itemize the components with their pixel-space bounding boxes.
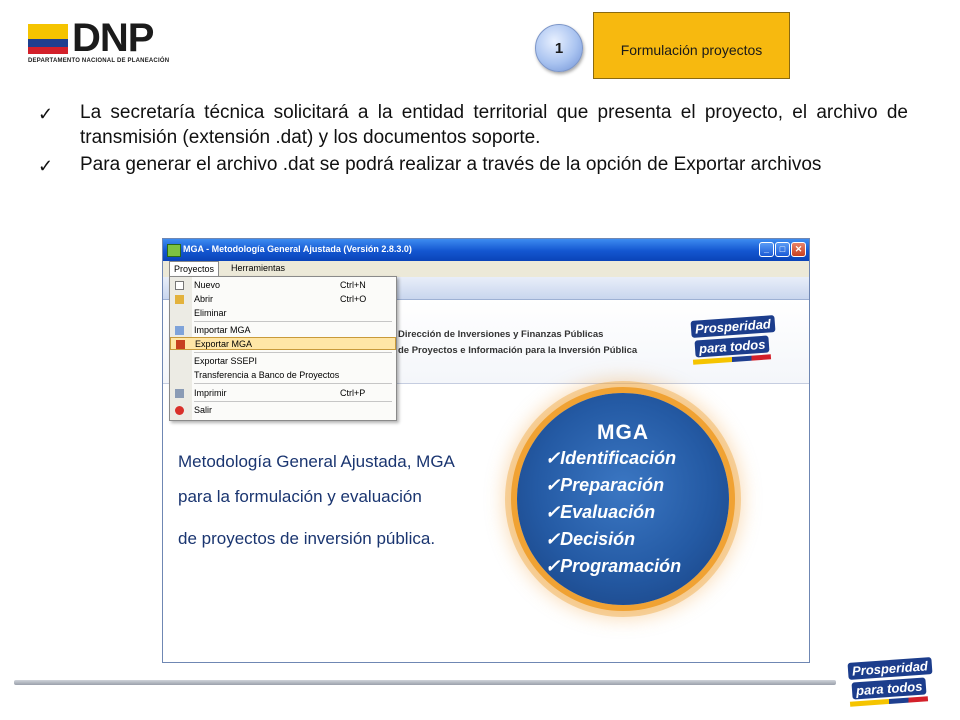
printer-icon [175,389,184,398]
menu-separator [194,383,392,384]
window-title: MGA - Metodología General Ajustada (Versión 2.8.3.0) [183,244,412,254]
menu-item-label: Exportar SSEPI [194,356,258,366]
footer-divider [14,680,836,685]
import-icon [175,326,184,335]
bullet-text: Para generar el archivo .dat se podrá realizar a través de la opción de Exportar archivos [80,154,822,175]
app-icon [167,244,181,257]
bullet-item [38,100,908,150]
menu-item-exportar-ssepi[interactable] [170,355,396,368]
prosperidad-logo [691,318,777,370]
colombia-flag-icon [28,24,68,54]
menu-item-eliminar[interactable] [170,307,396,320]
checkmark-icon: ✓ [38,104,54,124]
menu-item-label: Transferencia a Banco de Proyectos [194,370,340,380]
proyectos-dropdown [169,276,397,421]
menu-proyectos[interactable]: Proyectos [169,261,219,277]
close-button[interactable]: ✕ [791,242,806,257]
menu-item-nuevo[interactable] [170,279,396,292]
mga-item: ✓Decisión [545,529,636,549]
checkmark-icon: ✓ [38,156,54,176]
menu-item-shortcut: Ctrl+O [340,294,367,304]
bullet-list [38,100,908,179]
menu-herramientas[interactable]: Herramientas [231,263,286,273]
logo-subtitle: DEPARTAMENTO NACIONAL DE PLANEACIÓN [28,58,170,64]
menu-item-label: Nuevo [194,280,221,290]
export-icon [176,340,185,349]
menu-item-label: Imprimir [194,388,227,398]
menu-item-salir[interactable] [170,404,396,417]
maximize-button[interactable]: □ [775,242,790,257]
brand-line-2: para todos [694,335,769,357]
bullet-text: La secretaría técnica solicitará a la entidad territorial que presenta el proyecto, el archivo de transmisión (extensión .dat) y los documentos soporte. [80,102,908,148]
content-line: Metodología General Ajustada, MGA [178,452,455,471]
menu-separator [194,321,392,322]
content-line: para la formulación y evaluación [178,487,422,506]
menu-item-shortcut: Ctrl+N [340,280,366,290]
menu-item-shortcut: Ctrl+P [340,388,366,398]
mga-title: MGA [597,421,649,444]
menu-item-imprimir[interactable] [170,387,396,400]
mga-item: ✓Identificación [545,448,677,468]
menu-item-label: Exportar MGA [195,339,253,349]
exit-icon [175,406,184,415]
menu-item-label: Abrir [194,294,214,304]
mga-item: ✓Programación [545,556,682,576]
minimize-button[interactable]: _ [759,242,774,257]
menu-item-importar-mga[interactable] [170,324,396,337]
mga-item: ✓Preparación [545,475,665,495]
menu-separator [194,401,392,402]
menu-item-label: Importar MGA [194,325,251,335]
prosperidad-footer-logo [848,660,934,712]
menu-item-abrir[interactable] [170,293,396,306]
menu-item-label: Salir [194,405,213,415]
mga-window [162,238,810,663]
open-folder-icon [175,295,184,304]
brand-line-1: Prosperidad [691,315,776,338]
brand-line-2: para todos [851,677,926,699]
content-line: de proyectos de inversión pública. [178,529,436,548]
mga-item: ✓Evaluación [545,502,656,522]
mga-badge [517,393,729,605]
new-file-icon [175,281,184,290]
step-label: Formulación proyectos [593,12,790,79]
bullet-item [38,152,908,177]
menu-item-label: Eliminar [194,308,227,318]
window-titlebar[interactable] [163,239,809,261]
banner-line-1: Dirección de Inversiones y Finanzas Públicas [398,329,604,340]
logo-text: DNP [72,16,154,60]
step-number: 1 [535,24,583,72]
menu-item-transferencia[interactable] [170,369,396,382]
menu-separator [194,352,392,353]
banner-line-2: de Proyectos e Información para la Inversión Pública [398,345,638,356]
menu-item-exportar-mga[interactable] [170,337,396,350]
dnp-logo [28,18,188,70]
brand-line-1: Prosperidad [848,657,933,680]
